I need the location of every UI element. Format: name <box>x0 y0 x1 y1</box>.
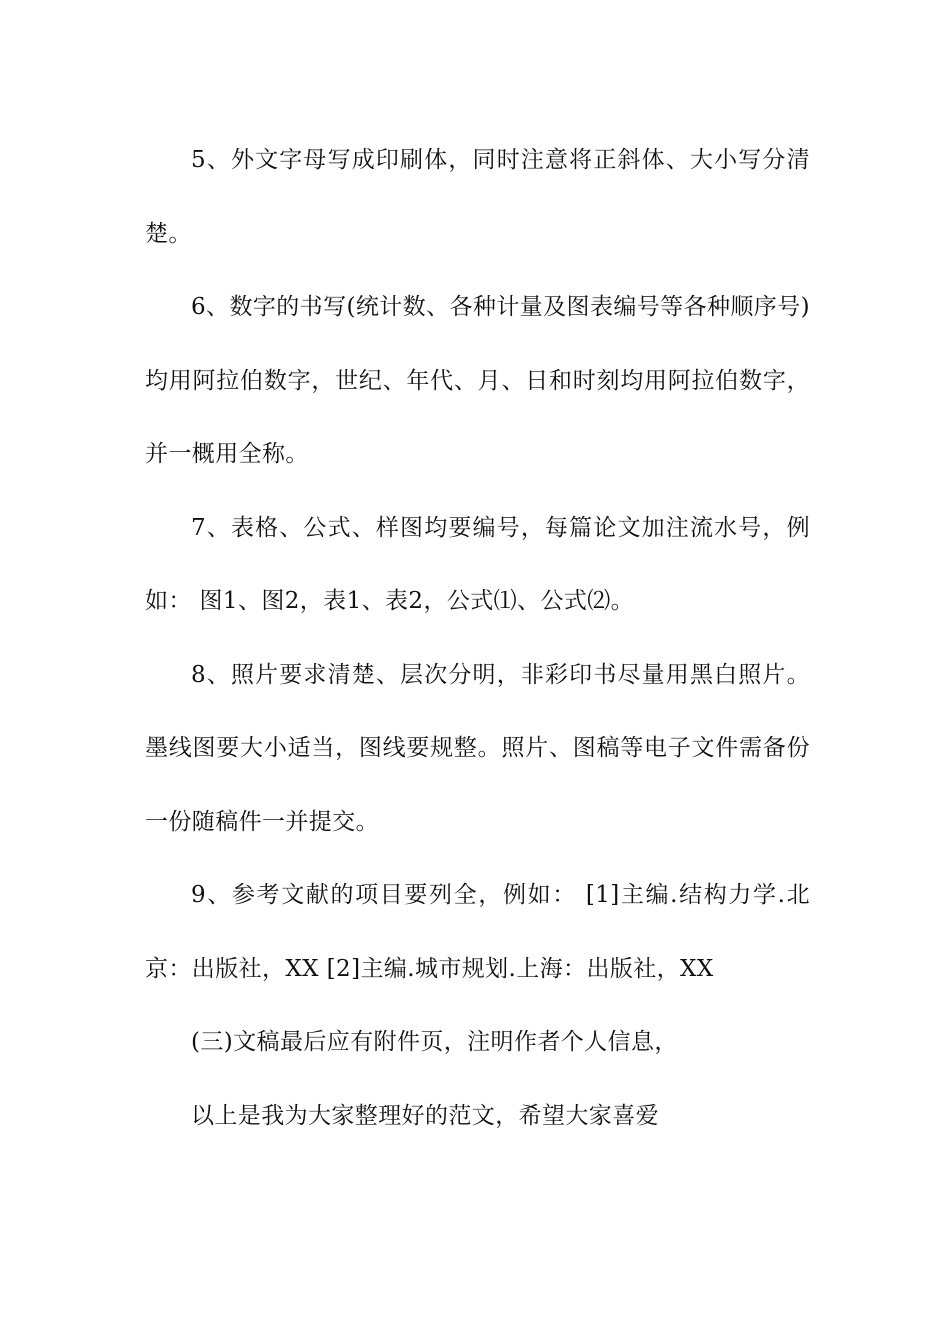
paragraph-attachment-note: (三)文稿最后应有附件页，注明作者个人信息， <box>191 1029 678 1055</box>
paragraph-item-6: 6、数字的书写(统计数、各种计量及图表编号等各种顺序号)均用阿拉伯数字，世纪、年代、月、日和时刻均用阿拉伯数字，并一概用全称。 <box>145 294 810 467</box>
paragraph-item-8: 8、照片要求清楚、层次分明，非彩印书尽量用黑白照片。墨线图要大小适当，图线要规整。照片、图稿等电子文件需备份一份随稿件一并提交。 <box>145 661 810 835</box>
paragraph-item-9: 9、参考文献的项目要列全，例如： [1]主编.结构力学.北京：出版社，XX [2]主编.城市规划.上海：出版社，XX <box>145 882 810 982</box>
paragraph-item-5: 5、外文字母写成印刷体，同时注意将正斜体、大小写分清楚。 <box>145 147 810 247</box>
paragraph-item-7: 7、表格、公式、样图均要编号，每篇论文加注流水号，例如： 图1、图2，表1、表2，公式⑴、公式⑵。 <box>145 514 810 614</box>
paragraph-closing: 以上是我为大家整理好的范文，希望大家喜爱 <box>191 1102 659 1129</box>
document-body <box>145 124 810 1153</box>
